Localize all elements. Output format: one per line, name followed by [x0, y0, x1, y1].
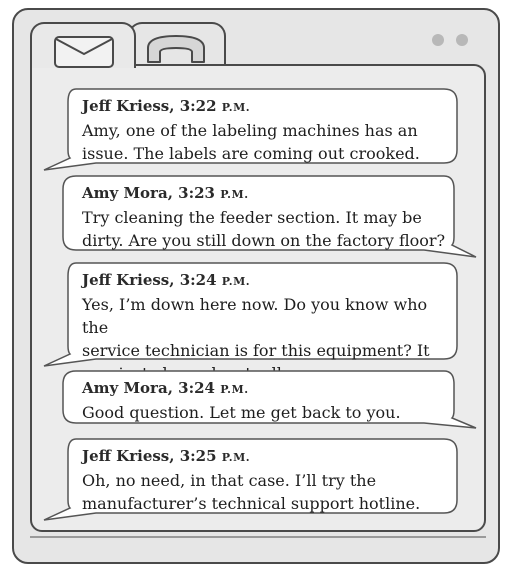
message-text-line: issue. The labels are coming out crooked. — [82, 144, 420, 163]
message-sender-line: Amy Mora, 3:23 P.M. — [82, 184, 249, 202]
tab-phone[interactable] — [128, 22, 226, 68]
message-item — [62, 88, 458, 165]
message-text-line: service technician is for this equipment? It — [82, 341, 430, 360]
message-sender-line: Jeff Kriess, 3:24 P.M. — [82, 271, 251, 289]
message-text-line: Oh, no need, in that case. I’ll try the — [82, 471, 377, 490]
message-text-line: manufacturer’s technical support hotline. — [82, 494, 421, 513]
tab-mail[interactable] — [30, 22, 136, 68]
message-item — [62, 438, 458, 515]
panel-bottom-edge — [30, 536, 486, 548]
window-control-dot-1[interactable] — [432, 34, 444, 46]
message-sender-line: Jeff Kriess, 3:25 P.M. — [82, 447, 251, 465]
message-item — [62, 262, 458, 385]
message-text-line: Amy, one of the labeling machines has an — [82, 121, 418, 140]
message-text-line: Try cleaning the feeder section. It may be — [82, 208, 422, 227]
window-control-dot-2[interactable] — [456, 34, 468, 46]
message-text-line: Yes, I’m down here now. Do you know who the — [82, 295, 428, 337]
message-item — [62, 370, 458, 424]
envelope-icon — [54, 36, 114, 68]
message-sender-line: Amy Mora, 3:24 P.M. — [82, 379, 249, 397]
message-item — [62, 175, 458, 252]
message-text-line: dirty. Are you still down on the factory floor? — [82, 231, 446, 250]
phone-handset-icon — [144, 32, 208, 66]
message-sender-line: Jeff Kriess, 3:22 P.M. — [82, 97, 251, 115]
message-text-line: Good question. Let me get back to you. — [82, 403, 401, 422]
